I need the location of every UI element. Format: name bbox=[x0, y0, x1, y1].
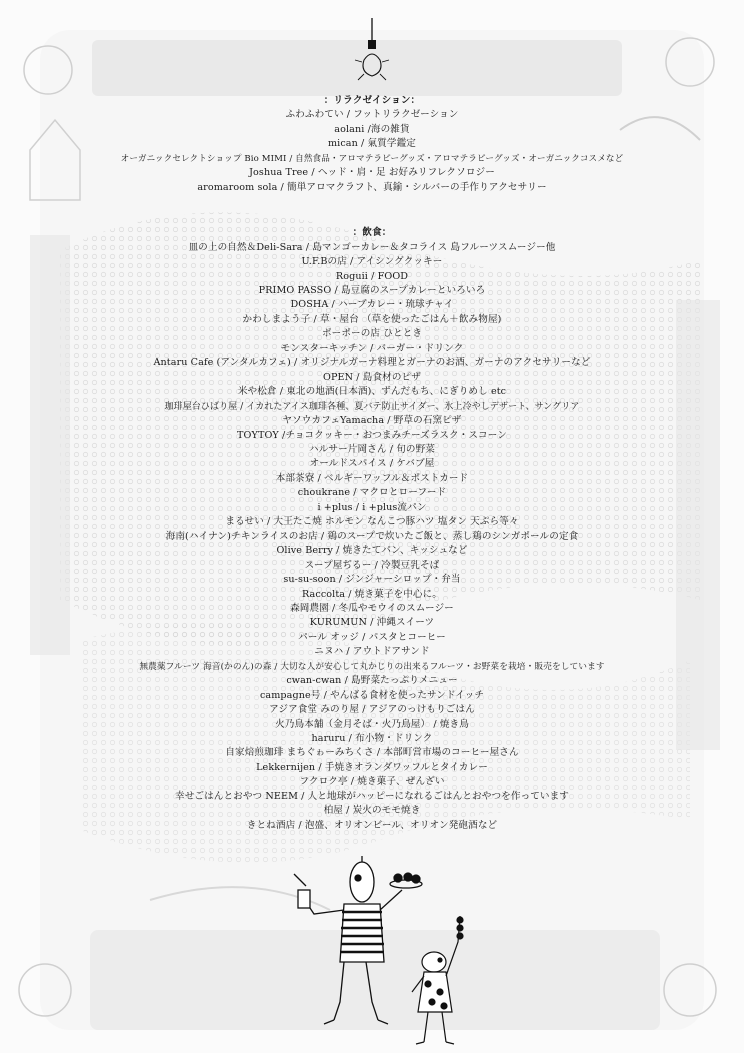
list-item: PRIMO PASSO / 島豆腐のスープカレーといろいろ bbox=[258, 284, 486, 296]
list-item: TOYTOY /チョコクッキー・おつまみチーズラスク・スコーン bbox=[237, 429, 507, 441]
list-item: 珈琲屋台ひばり屋 / イカれたアイス珈琲各種、夏バテ防止サイダー、氷上冷やしデザート、サングリア bbox=[164, 401, 580, 412]
food-heading: ：飲食： bbox=[352, 227, 392, 239]
list-item: haruru / 布小物・ドリンク bbox=[311, 733, 433, 745]
list-item: フクロク亭 / 焼き菓子、ぜんざい bbox=[299, 776, 445, 788]
list-item: i +plus / i +plus流パン bbox=[317, 501, 427, 513]
list-item: オールドスパイス / ケバブ屋 bbox=[309, 458, 435, 470]
list-item: かわしまよう子 / 草・屋台 （草を使ったごはん＋飲み物屋) bbox=[242, 313, 502, 325]
list-item: Raccolta / 焼き菓子を中心に。 bbox=[301, 588, 442, 600]
list-item: Roguii / FOOD bbox=[335, 270, 409, 282]
list-item: choukrane / マクロとローフード bbox=[297, 487, 447, 499]
list-item: ヤソウカフェYamacha / 野草の石窯ピザ bbox=[282, 415, 462, 427]
list-item: ポーポーの店 ひととき bbox=[321, 328, 423, 340]
list-item: 無農薬フルーツ 海音(かのん)の森 / 大切な人が安心して丸かじりの出来るフルーツ・お野菜を栽培・販売をしています bbox=[139, 661, 605, 672]
list-item: Antaru Cafe (アンタルカフェ) / オリジナルガーナ料理とガーナのお酒、ガーナのアクセサリーなど bbox=[153, 357, 591, 369]
list-item: 自家焙煎珈琲 まちぐゎーみちくさ / 本部町営市場のコーヒー屋さん bbox=[225, 747, 519, 759]
list-item: KURUMUN / 沖縄スイーツ bbox=[309, 617, 435, 629]
list-item: ふわふわてい / フットリラクゼーション bbox=[285, 109, 459, 121]
list-item: OPEN / 島食材のピザ bbox=[323, 371, 421, 383]
list-item: su-su-soon / ジンジャーシロップ・弁当 bbox=[283, 574, 461, 586]
list-item: ニヌハ / アウトドアサンド bbox=[314, 646, 430, 658]
list-item: ハルサー片岡さん / 旬の野菜 bbox=[309, 443, 435, 455]
list-item: スープ屋ぢるー / 冷製豆乳そば bbox=[304, 559, 440, 571]
relax-heading: ：リラクゼイション： bbox=[323, 95, 421, 106]
list-item: mican / 氣質学鑑定 bbox=[327, 138, 417, 150]
list-item: パール オッジ / パスタとコーヒー bbox=[298, 631, 446, 643]
list-item: aromaroom sola / 簡単アロマクラフト、真鍮・シルバーの手作りアクセサリー bbox=[197, 181, 547, 193]
list-item: Lekkernijen / 手焼きオランダワッフルとタイカレー bbox=[256, 761, 488, 773]
list-item: 森岡農園 / 冬瓜やモウイのスムージー bbox=[290, 602, 454, 614]
list-item: まるせい / 大王たこ焼 ホルモン なんこつ豚ハツ 塩タン 天ぷら等々 bbox=[225, 516, 519, 528]
list-item: Olive Berry / 焼きたてパン、キッシュなど bbox=[276, 545, 468, 557]
list-item: 米や松倉 / 東北の地酒(日本酒)、ずんだもち、にぎりめし etc bbox=[237, 386, 507, 398]
list-item: 本部茶寮 / ベルギーワッフル＆ポストカード bbox=[275, 472, 469, 484]
list-item: 海南(ハイナン)チキンライスのお店 / 鶏のスープで炊いたご飯と、蒸し鶏のシンガポールの定食 bbox=[165, 530, 579, 542]
illustration-characters bbox=[274, 852, 484, 1052]
list-item: DOSHA / ハーブカレー・琉球チャイ bbox=[290, 299, 454, 311]
list-item: campagne号 / やんばる食材を使ったサンドイッチ bbox=[259, 689, 485, 701]
list-item: 皿の上の自然＆Deli-Sara / 島マンゴーカレー＆タコライス 島フルーツスムージー他 bbox=[188, 241, 556, 253]
list-item: 柏屋 / 炭火のモモ焼き bbox=[323, 805, 421, 817]
list-item: 火乃鳥本舗（金月そば・火乃鳥屋） / 焼き鳥 bbox=[275, 718, 469, 730]
list-item: aolani /海の雑貨 bbox=[334, 123, 410, 135]
list-item: きとね酒店 / 泡盛、オリオンビール、オリオン発砲酒など bbox=[246, 819, 498, 831]
list-item: モンスターキッチン / バーガー・ドリンク bbox=[280, 342, 464, 354]
vendor-list bbox=[60, 94, 684, 833]
list-item: U.F.Bの店 / アイシングクッキー bbox=[301, 256, 443, 268]
list-item: Joshua Tree / ヘッド・肩・足 お好みリフレクソロジー bbox=[249, 167, 495, 179]
list-item: オーガニックセレクトショップ Bio MIMI / 自然食品・アロマテラピーグッズ・アロマテラピーグッズ・オーガニックコスメなど bbox=[120, 153, 624, 164]
list-item: cwan-cwan / 島野菜たっぷりメニュー bbox=[286, 675, 458, 687]
list-item: 幸せごはんとおやつ NEEM / 人と地球がハッピーになれるごはんとおやつを作っています bbox=[175, 790, 569, 802]
list-item: アジア食堂 みのり屋 / アジアのっけもりごはん bbox=[269, 704, 475, 716]
